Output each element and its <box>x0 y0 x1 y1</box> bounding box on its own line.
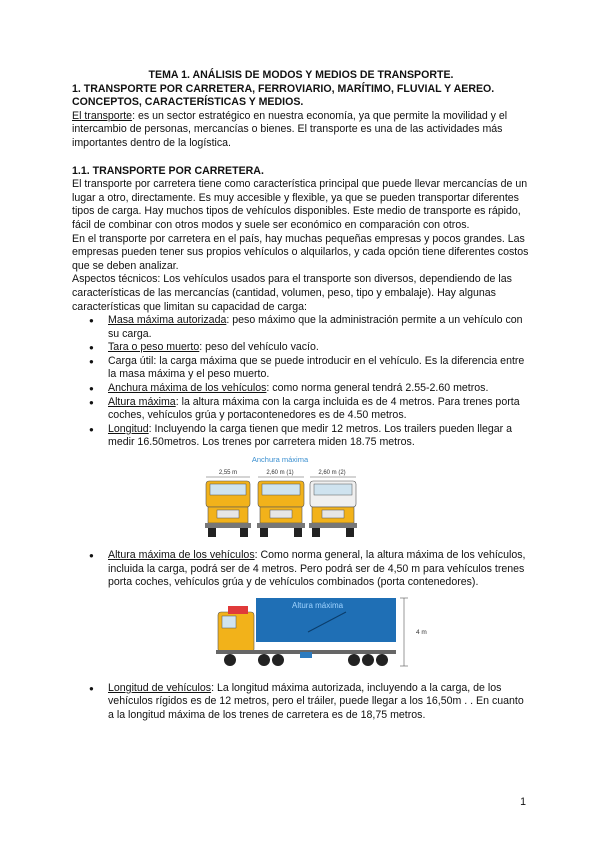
truck-front-icon <box>257 481 305 537</box>
list-item <box>108 682 530 723</box>
list-item <box>108 396 530 423</box>
bullet-text: : peso del vehículo vacío. <box>199 341 319 354</box>
bullet-term: Longitud <box>108 422 149 435</box>
truck-front-icon <box>309 481 357 537</box>
intro-term: El transporte <box>72 109 133 122</box>
page-content <box>72 69 530 723</box>
list-item <box>108 382 530 396</box>
limits-list <box>72 314 530 450</box>
trucks-front-illustration <box>72 453 530 543</box>
width-label-3: 2,60 m (2) <box>318 470 346 477</box>
bullet-term: Altura máxima <box>108 395 176 408</box>
bullet-text: : la altura máxima con la carga incluida es de 4 metros. Para trenes porta coches, vehículos grúa y portacontenedores es de 4.50 metros. <box>108 395 520 422</box>
bullet-term: Longitud de vehículos <box>108 681 212 694</box>
bullet-text: : Como norma general, la altura máxima de los vehículos, incluida la carga, podrá ser de 4 metros. Pero podrá ser de 4,50 m para vehículos trenes porta coches, vehículos grúa y de vehículos combinados (porta contenedores). <box>108 549 526 589</box>
list-item <box>108 423 530 450</box>
truck-front-icon <box>205 481 251 537</box>
bullet-text: Carga útil: la carga máxima que se puede introducir en el vehículo. Es la diferencia entre la masa máxima y el peso muerto. <box>108 354 525 381</box>
length-list <box>72 682 530 723</box>
heading-1: 1. TRANSPORTE POR CARRETERA, FERROVIARIO, MARÍTIMO, FLUVIAL Y AEREO. CONCEPTOS, CARACTERÍSTICAS Y MEDIOS. <box>72 82 495 109</box>
height-label: 4 m <box>416 628 427 636</box>
list-item <box>108 355 530 382</box>
bullet-term: Masa máxima autorizada <box>108 314 227 327</box>
figure1-title: Anchura máxima <box>251 455 309 465</box>
bullet-term: Tara o peso muerto <box>108 341 200 354</box>
width-label-1: 2,55 m <box>218 470 238 477</box>
intro-paragraph <box>72 110 530 151</box>
list-item <box>108 314 530 341</box>
width-label-2: 2,60 m (1) <box>266 470 294 477</box>
document-title: TEMA 1. ANÁLISIS DE MODOS Y MEDIOS DE TRANSPORTE. <box>148 69 454 81</box>
bullet-term: Altura máxima de los vehículos <box>108 549 255 562</box>
figure2-title: Altura máxima <box>292 600 344 610</box>
height-list <box>72 549 530 590</box>
section-heading: 1.1. TRANSPORTE POR CARRETERA. <box>72 164 264 177</box>
section-paragraph-2: En el transporte por carretera en el país, hay muchas pequeñas empresas y pocos grandes. Las empresas pueden tener sus propios vehículos o alquilarlos, y cada opción tiene diferentes costos que se deben analizar. <box>72 232 529 272</box>
figure-max-height <box>72 592 530 674</box>
bullet-text: : La longitud máxima autorizada, incluyendo a la carga, de los vehículos rígidos es de 12 metros, pero el tráiler, puede llegar a los 16,50m . . En cuanto a la longitud máxima de los trenes de carretera es de 18,75 metros. <box>108 681 524 721</box>
section-paragraph-1: El transporte por carretera tiene como característica principal que puede llevar mercancías de un lugar a otro, directamente. Es muy accesible y flexible, ya que se pueden transportar diferentes tipos de carga. Hay muchos tipos de vehículos disponibles. Este medio de transporte es rápido, fácil de combinar con otros modos y suele ser económico en comparación con otros. <box>72 178 528 231</box>
figure-max-width <box>72 453 530 543</box>
list-item <box>108 549 530 590</box>
section-paragraph-3: Aspectos técnicos: Los vehículos usados para el transporte son diversos, dependiendo de las características de las mercancías (cantidad, volumen, peso, tipo y embalaje). Hay algunas características que limitan su capacidad de carga: <box>72 273 512 313</box>
bullet-text: : peso máximo que la administración permite a un vehículo con su carga. <box>108 314 523 340</box>
bullet-text: : Incluyendo la carga tienen que medir 12 metros. Los trailers pueden llegar a medir 16.50metros. Los trenes por carretera miden 18.75 metros. <box>108 422 512 449</box>
list-item <box>108 341 530 355</box>
truck-side-illustration <box>72 592 530 674</box>
bullet-text: : como norma general tendrá 2.55-2.60 metros. <box>266 382 489 395</box>
page-number: 1 <box>520 796 526 808</box>
intro-text: : es un sector estratégico en nuestra economía, ya que permite la movilidad y el intercambio de personas, mercancías o bienes. El transporte es una de las actividades más importantes dentro de la logística. <box>72 109 508 149</box>
bullet-term: Anchura máxima de los vehículos <box>108 382 267 395</box>
